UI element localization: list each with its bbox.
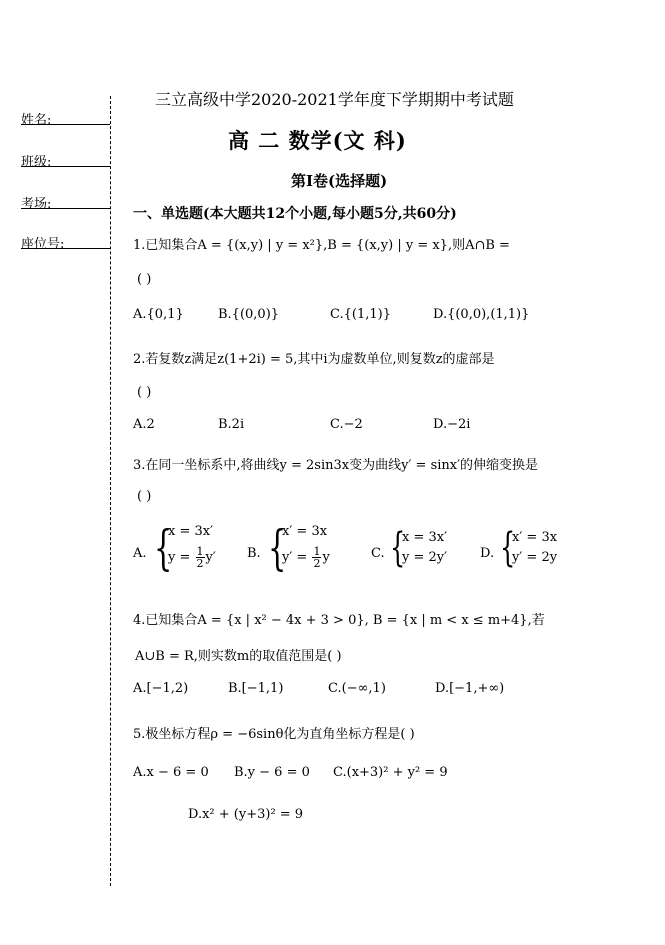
q5-stem: 5.极坐标方程ρ = −6sinθ化为直角坐标方程是( ) bbox=[133, 727, 415, 742]
q4-option-b: B.[−1,1) bbox=[228, 681, 284, 696]
seat-field-line bbox=[21, 248, 110, 249]
q3-b-row1: x′ = 3x bbox=[282, 524, 328, 539]
q1-blank: ( ) bbox=[137, 272, 152, 287]
q3-b-row2: y′ = $\frac{1}{2}$ y bbox=[282, 545, 330, 570]
class-label: 班级: bbox=[21, 155, 52, 170]
q1-option-d: D.{(0,0),(1,1)} bbox=[433, 307, 530, 322]
q4-stem: 4.已知集合A = {x | x² − 4x + 3 > 0}, B = {x | m < x ≤ m+4},若 bbox=[133, 613, 545, 628]
q3-option-a-label: A. bbox=[133, 546, 147, 561]
q3-stem: 3.在同一坐标系中,将曲线y = 2sin3x变为曲线y′ = sinx′的伸缩变换是 bbox=[133, 458, 539, 473]
page-title: 高 二 数学(文 科) bbox=[228, 128, 407, 153]
q4-stem-continued: A∪B = R,则实数m的取值范围是( ) bbox=[135, 649, 342, 664]
q3-d-row2: y′ = 2y bbox=[512, 550, 558, 565]
fraction-one-half: $\frac{1}{2}$ bbox=[313, 545, 321, 570]
q5-option-b: B.y − 6 = 0 bbox=[234, 765, 310, 780]
q3-option-d-label: D. bbox=[480, 546, 495, 561]
q1-option-b: B.{(0,0)} bbox=[218, 307, 280, 322]
brace-icon: { bbox=[390, 525, 406, 571]
class-field-line bbox=[21, 166, 110, 167]
seat-label: 座位号: bbox=[21, 237, 65, 252]
q3-blank: ( ) bbox=[137, 489, 152, 504]
q3-d-row1: x′ = 3x bbox=[512, 530, 558, 545]
q1-option-c: C.{(1,1)} bbox=[330, 307, 391, 322]
q2-option-a: A.2 bbox=[133, 417, 155, 432]
q2-option-b: B.2i bbox=[218, 417, 245, 432]
name-field-line bbox=[21, 124, 110, 125]
q2-option-c: C.−2 bbox=[330, 417, 363, 432]
section-title: 第Ⅰ卷(选择题) bbox=[291, 172, 388, 190]
q2-blank: ( ) bbox=[137, 385, 152, 400]
brace-icon: { bbox=[154, 520, 173, 576]
fraction-one-half: $\frac{1}{2}$ bbox=[196, 545, 204, 570]
q3-c-row1: x = 3x′ bbox=[402, 530, 448, 545]
q5-option-c: C.(x+3)² + y² = 9 bbox=[333, 765, 448, 780]
brace-icon: { bbox=[268, 520, 287, 576]
binding-cut-line bbox=[110, 96, 111, 886]
q5-option-d: D.x² + (y+3)² = 9 bbox=[188, 807, 304, 822]
q4-option-a: A.[−1,2) bbox=[133, 681, 189, 696]
part-heading: 一、单选题(本大题共12个小题,每小题5分,共60分) bbox=[133, 206, 457, 222]
q3-a-row1: x = 3x′ bbox=[168, 524, 214, 539]
q3-option-c-label: C. bbox=[371, 546, 385, 561]
q2-stem: 2.若复数z满足z(1+2i) = 5,其中i为虚数单位,则复数z的虚部是 bbox=[133, 352, 495, 367]
q5-option-a: A.x − 6 = 0 bbox=[133, 765, 209, 780]
q1-stem: 1.已知集合A = {(x,y) | y = x²},B = {(x,y) | y = x},则A∩B = bbox=[133, 238, 510, 253]
brace-icon: { bbox=[500, 525, 516, 571]
q3-option-b-label: B. bbox=[247, 546, 261, 561]
q2-option-d: D.−2i bbox=[433, 417, 471, 432]
q1-option-a: A.{0,1} bbox=[133, 307, 184, 322]
q3-c-row2: y = 2y′ bbox=[402, 550, 448, 565]
q4-option-c: C.(−∞,1) bbox=[328, 681, 386, 696]
exam-room-label: 考场: bbox=[21, 197, 52, 212]
exam-room-field-line bbox=[21, 208, 110, 209]
q3-a-row2: y = $\frac{1}{2}$ y′ bbox=[168, 545, 216, 570]
name-label: 姓名: bbox=[21, 113, 52, 128]
q4-option-d: D.[−1,+∞) bbox=[435, 681, 505, 696]
school-line: 三立高级中学2020-2021学年度下学期期中考试题 bbox=[155, 90, 514, 109]
